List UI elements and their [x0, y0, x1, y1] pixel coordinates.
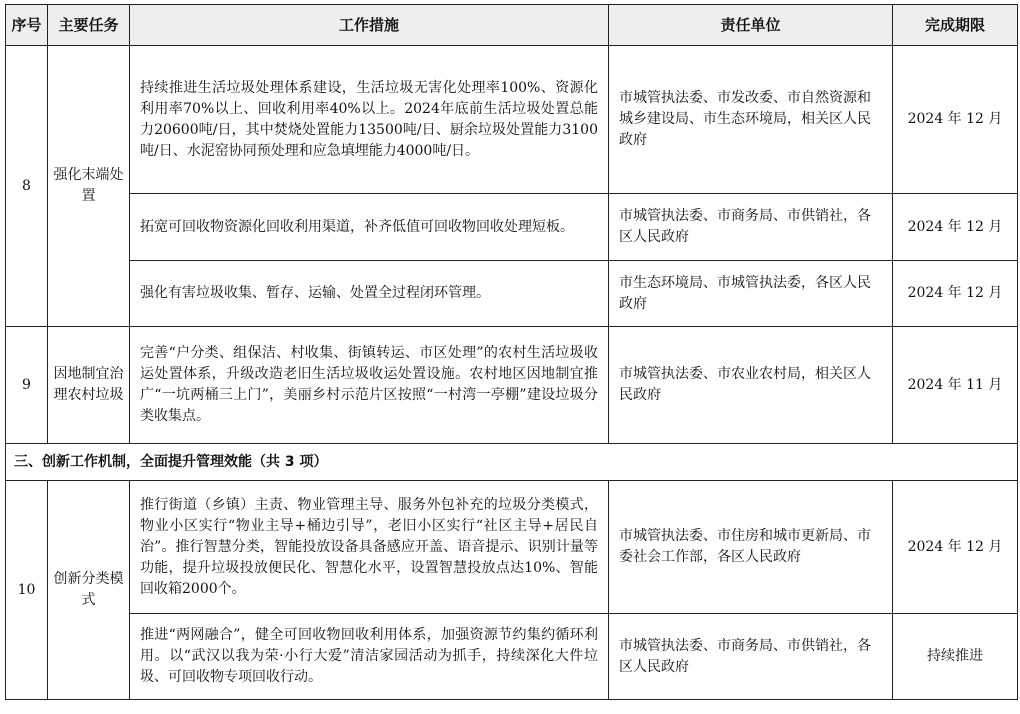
header-measure: 工作措施 — [130, 5, 609, 46]
row-unit: 市城管执法委、市商务局、市供销社，各区人民政府 — [609, 614, 893, 700]
row-deadline: 2024 年 12 月 — [893, 261, 1018, 327]
section-title: 三、创新工作机制，全面提升管理效能（共 3 项） — [6, 444, 1018, 481]
row-unit: 市生态环境局、市城管执法委，各区人民政府 — [609, 261, 893, 327]
row-measure: 强化有害垃圾收集、暂存、运输、处置全过程闭环管理。 — [130, 261, 609, 327]
row-deadline: 2024 年 11 月 — [893, 327, 1018, 444]
row-task: 强化末端处置 — [48, 46, 130, 327]
row-measure: 持续推进生活垃圾处理体系建设，生活垃圾无害化处理率100%、资源化利用率70%以上、回收利用率40%以上。2024年底前生活垃圾处置总能力20600吨/日，其中焚烧处置能力13500吨/日、厨余垃圾处置能力3100吨/日、水泥窑协同预处理和应急填埋能力4000吨/日。 — [130, 46, 609, 194]
section-row — [6, 444, 1018, 481]
header-no: 序号 — [6, 5, 48, 46]
header-unit: 责任单位 — [609, 5, 893, 46]
row-no: 10 — [6, 481, 48, 700]
row-no: 8 — [6, 46, 48, 327]
row-deadline: 2024 年 12 月 — [893, 46, 1018, 194]
document-page — [5, 4, 1018, 700]
row-unit: 市城管执法委、市商务局、市供销社，各区人民政府 — [609, 194, 893, 261]
row-measure: 推行街道（乡镇）主责、物业管理主导、服务外包补充的垃圾分类模式，物业小区实行“物业主导+桶边引导”，老旧小区实行“社区主导+居民自治”。推行智慧分类，智能投放设备具备感应开盖、语音提示、识别计量等功能，提升垃圾投放便民化、智慧化水平，设置智慧投放点达10%、智能回收箱2000个。 — [130, 481, 609, 614]
task-table — [5, 4, 1018, 700]
table-row — [6, 46, 1018, 194]
table-row — [6, 327, 1018, 444]
table-row — [6, 261, 1018, 327]
header-deadline: 完成期限 — [893, 5, 1018, 46]
table-row — [6, 194, 1018, 261]
row-measure: 拓宽可回收物资源化回收利用渠道，补齐低值可回收物回收处理短板。 — [130, 194, 609, 261]
row-deadline: 2024 年 12 月 — [893, 194, 1018, 261]
row-measure: 完善“户分类、组保洁、村收集、街镇转运、市区处理”的农村生活垃圾收运处置体系，升级改造老旧生活垃圾收运处置设施。农村地区因地制宜推广“一坑两桶三上门”，美丽乡村示范片区按照“一村湾一亭棚”建设垃圾分类收集点。 — [130, 327, 609, 444]
row-unit: 市城管执法委、市住房和城市更新局、市委社会工作部，各区人民政府 — [609, 481, 893, 614]
row-deadline: 持续推进 — [893, 614, 1018, 700]
header-task: 主要任务 — [48, 5, 130, 46]
table-row — [6, 614, 1018, 700]
row-task: 创新分类模式 — [48, 481, 130, 700]
table-row — [6, 481, 1018, 614]
row-unit: 市城管执法委、市发改委、市自然资源和城乡建设局、市生态环境局，相关区人民政府 — [609, 46, 893, 194]
row-no: 9 — [6, 327, 48, 444]
header-row — [6, 5, 1018, 46]
row-unit: 市城管执法委、市农业农村局，相关区人民政府 — [609, 327, 893, 444]
row-measure: 推进“两网融合”，健全可回收物回收利用体系，加强资源节约集约循环利用。以“武汉以我为荣·小行大爱”清洁家园活动为抓手，持续深化大件垃圾、可回收物专项回收行动。 — [130, 614, 609, 700]
row-deadline: 2024 年 12 月 — [893, 481, 1018, 614]
row-task: 因地制宜治理农村垃圾 — [48, 327, 130, 444]
